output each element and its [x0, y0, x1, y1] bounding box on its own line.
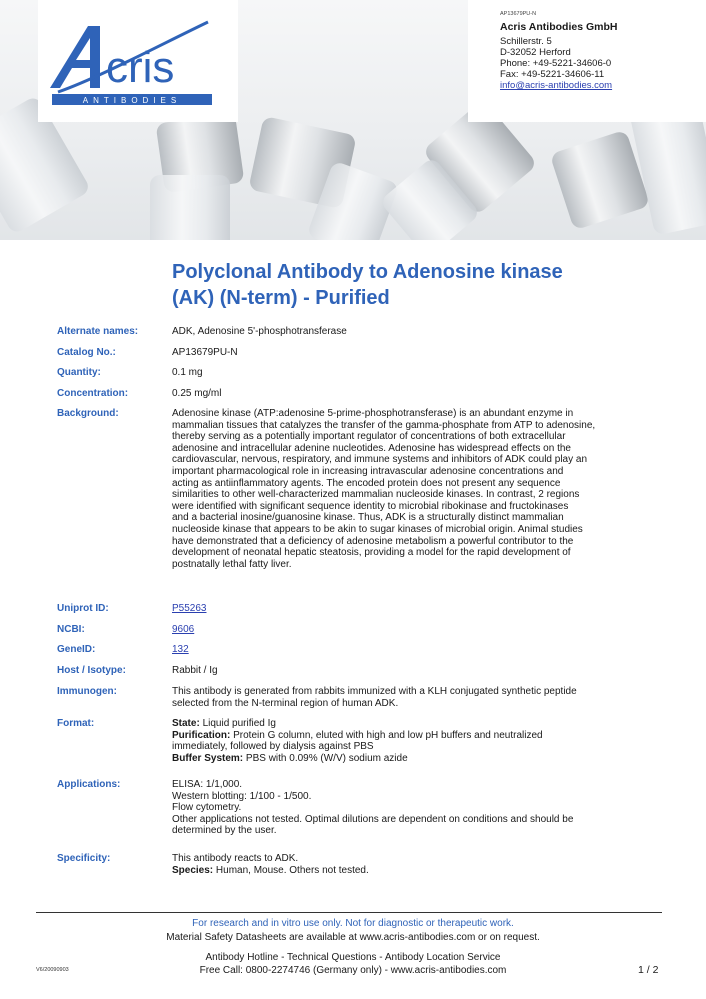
acris-logo: [48, 18, 228, 108]
field-value-block: [172, 686, 672, 709]
field-label: Catalog No.:: [57, 347, 116, 358]
buffer-value: PBS with 0.09% (W/V) sodium azide: [243, 752, 408, 764]
text-line: Other applications not tested. Optimal dilutions are dependent on conditions and should be: [172, 813, 574, 825]
text-line: have demonstrated that a deficiency of adenosine metabolism a powerful contributor to the: [172, 535, 574, 547]
version-code: V6/20090903: [36, 967, 69, 973]
field-value: AP13679PU-N: [172, 347, 238, 358]
msds-notice: Material Safety Datasheets are available at www.acris-antibodies.com or on request.: [166, 932, 540, 943]
field-value-block: [172, 718, 672, 764]
field-label: Concentration:: [57, 388, 129, 399]
text-line: Flow cytometry.: [172, 802, 242, 814]
logo-word: cris: [106, 43, 175, 92]
field-value: ADK, Adenosine 5'-phosphotransferase: [172, 326, 347, 337]
field-label: Background:: [57, 408, 119, 419]
product-title-line1: Polyclonal Antibody to Adenosine kinase: [172, 261, 563, 283]
purification-key: Purification:: [172, 729, 231, 741]
product-title-line2: (AK) (N-term) - Purified: [172, 287, 390, 309]
text-line: were identified with significant sequence identity to microbial ribokinase and fructokinases: [172, 500, 569, 512]
species-key: Species:: [172, 864, 214, 876]
state-key: State:: [172, 718, 200, 729]
field-value: 0.1 mg: [172, 367, 203, 378]
field-value: 0.25 mg/ml: [172, 388, 222, 399]
text-line: This antibody reacts to ADK.: [172, 853, 299, 864]
text-line: mammalian tissues that catalyzes the transfer of the gamma-phosphate from ATP to adenosine,: [172, 419, 596, 431]
text-line: important pharmacological role in increasing intravascular adenosine concentrations and: [172, 465, 564, 477]
purification-value-cont: immediately, followed by dialysis against PBS: [172, 741, 374, 753]
field-label: Format:: [57, 718, 95, 729]
fax-number: Fax: +49-5221-34606-11: [500, 69, 605, 80]
text-line: development of neonatal hepatic steatosis, providing a model for the rapid development of: [172, 547, 571, 559]
field-value-block: [172, 779, 672, 837]
field-label: GeneID:: [57, 644, 96, 655]
email-link[interactable]: info@acris-antibodies.com: [500, 80, 613, 91]
field-value: Rabbit / Ig: [172, 665, 218, 676]
purification-value: Protein G column, eluted with high and low pH buffers and neutralized: [230, 729, 543, 741]
reference-code: AP13679PU-N: [500, 11, 537, 17]
text-line: selected from the N-terminal region of human ADK.: [172, 697, 399, 709]
field-label: Specificity:: [57, 853, 111, 864]
buffer-key: Buffer System:: [172, 752, 244, 764]
geneid-link[interactable]: 132: [172, 644, 189, 655]
company-address: [500, 10, 617, 91]
field-label: Host / Isotype:: [57, 665, 126, 676]
text-line: cardiovascular, nervous, respiratory, and immune systems and inhibitors of ADK could play an: [172, 454, 588, 466]
uniprot-link[interactable]: P55263: [172, 603, 207, 614]
state-value: Liquid purified Ig: [199, 718, 276, 729]
text-line: ELISA: 1/1,000.: [172, 779, 243, 790]
text-line: Adenosine kinase (ATP:adenosine 5-prime-phosphotransferase) is an abundant enzyme in: [172, 408, 574, 419]
text-line: nucleoside kinase that appears to be akin to sugar kinases of microbial origin. Animal studies: [172, 523, 583, 535]
text-line: and a bacterial inosine/guanosine kinase. Thus, ADK is a structurally distinct mammalian: [172, 512, 564, 524]
text-line: similarities to other well-characterized mammalian nucleoside kinases. In contrast, 2 regions: [172, 489, 580, 501]
text-line: Western blotting: 1/100 - 1/500.: [172, 790, 312, 802]
footer-divider: [36, 912, 662, 913]
text-line: thereby serving as a potentially important regulator of concentrations of both extracellular: [172, 431, 566, 443]
address-street: Schillerstr. 5: [500, 36, 552, 47]
ncbi-link[interactable]: 9606: [172, 624, 195, 635]
species-value: Human, Mouse. Others not tested.: [213, 864, 369, 876]
company-name: Acris Antibodies GmbH: [500, 21, 618, 33]
logo-tagline: ANTIBODIES: [82, 96, 182, 105]
vial-image: [150, 175, 230, 240]
text-line: acting as antiinflammatory agents. The encoded protein does not present any sequence: [172, 477, 561, 489]
field-value-block: [172, 853, 672, 876]
hotline-text: Antibody Hotline - Technical Questions - Antibody Location Service: [205, 952, 501, 963]
text-line: postnatally lethal fatty liver.: [172, 558, 292, 570]
product-title: [172, 259, 652, 311]
field-label: Uniprot ID:: [57, 603, 109, 614]
header-banner: [0, 0, 706, 240]
field-label: Immunogen:: [57, 686, 117, 697]
research-use-notice: For research and in vitro use only. Not for diagnostic or therapeutic work.: [192, 918, 514, 929]
freecall-text: Free Call: 0800-2274746 (Germany only) - www.acris-antibodies.com: [199, 965, 507, 976]
field-label: Applications:: [57, 779, 121, 790]
field-label: Alternate names:: [57, 326, 139, 337]
address-city: D-32052 Herford: [500, 47, 571, 58]
field-label: NCBI:: [57, 624, 85, 635]
phone-number: Phone: +49-5221-34606-0: [500, 58, 612, 69]
text-line: adenosine and intracellular adenine nucleotides. Adenosine has widespread effects on the: [172, 442, 571, 454]
text-line: determined by the user.: [172, 825, 277, 837]
text-line: This antibody is generated from rabbits immunized with a KLH conjugated synthetic peptide: [172, 686, 577, 697]
field-value-block: [172, 408, 672, 570]
field-label: Quantity:: [57, 367, 101, 378]
page-number: 1 / 2: [638, 964, 659, 976]
